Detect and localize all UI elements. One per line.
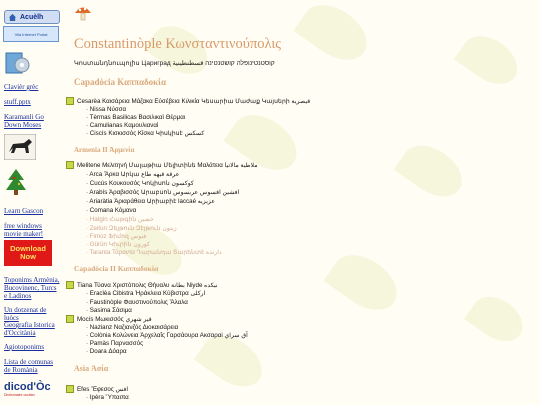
bullet-icon bbox=[66, 97, 74, 105]
entry-label: Cesarèa Καισάρεια Μάζακα Εὐσέβεια Κιλικία Կեսարիա Մաժաք Կայսերի قيصرية bbox=[77, 97, 311, 105]
sidebar-link-geografia[interactable]: Geografia Istorica d'Occitània bbox=[4, 321, 55, 337]
sidebar-link-lista-comunas[interactable]: Lista de comunas de Romània bbox=[4, 358, 53, 374]
list-item[interactable] bbox=[66, 385, 128, 393]
internet-portal-label: Vila Internet Portal bbox=[14, 31, 48, 37]
sidebar-link-stuff[interactable]: stuff.pptx bbox=[4, 98, 31, 106]
sub-item: · Nissa Νύσσα bbox=[86, 106, 127, 113]
sub-item: · Pamàs Παρνασσός bbox=[86, 340, 144, 347]
section-title: Asia Ἀσία bbox=[74, 364, 109, 373]
section-title: Capadòcia Καππαδοκία bbox=[74, 77, 166, 87]
entry-label: Melitene Μελιτηνή Մալաթիա Մելիտինե Μαλάτεια ملاطية مالاتيا bbox=[77, 161, 258, 169]
sub-item: · Camulianas Καμουλιαναί bbox=[86, 122, 159, 129]
sub-item: · Fimoz Ֆիմոզ فنوس bbox=[86, 233, 147, 240]
sub-item: · Ipèra Ὕπαιπα bbox=[86, 394, 129, 401]
sub-item: · Comana Κόμανα bbox=[86, 207, 137, 214]
home-button[interactable] bbox=[4, 10, 60, 24]
dicod-logo-subtitle: Dictionnaire occitan bbox=[4, 393, 35, 397]
list-item[interactable] bbox=[66, 97, 310, 105]
section-title: Armenia II Ἀρμενία bbox=[74, 146, 135, 154]
sidebar-link-toponims[interactable]: Toponims Armènia, Bucovinenc, Turcs e Ladinos bbox=[4, 276, 60, 300]
keyboard-cd-icon[interactable] bbox=[4, 50, 30, 76]
download-now-label: Download Now bbox=[10, 244, 46, 261]
home-label: Acuèlh bbox=[20, 13, 44, 21]
sub-item: · Ariaràtia Ἀριαράθεια Արիաբիէ laссаé عزيزيه bbox=[86, 198, 216, 205]
entry-label: Mocís Μωκισσός قير شهري bbox=[77, 315, 152, 323]
page-subtitle: Կոստանդնուպոլիս Цариград קוסטנטינופלה קושטנטינה قسطنطينية bbox=[74, 60, 275, 67]
sidebar-link-movie-maker[interactable]: free windows movie maker! bbox=[4, 222, 44, 238]
main-content bbox=[64, 0, 534, 405]
download-now-button[interactable] bbox=[4, 240, 52, 266]
sub-item: · Tèrmas Basilicas Βασιλικαὶ Θέρμαι bbox=[86, 114, 186, 121]
sidebar-link-clavier[interactable]: Clavièr grèc bbox=[4, 83, 39, 91]
bullet-icon bbox=[66, 281, 74, 289]
sub-item: · Ciscís Κισκισσός Κίσκα Կիսկիսէ كسكس bbox=[86, 130, 205, 137]
list-item[interactable] bbox=[66, 281, 218, 289]
sub-item: · Faustinòple Φαυστινούπολις Ἄλαλα bbox=[86, 299, 188, 306]
sub-item: · Cucús Κουκουσός Կոկիսոն كوكسون bbox=[86, 180, 194, 187]
list-item[interactable] bbox=[66, 315, 152, 323]
sub-item: · Doara Δόαρα bbox=[86, 348, 127, 355]
section-title: Capadòcia II Καππαδοκία bbox=[74, 264, 159, 273]
sidebar-link-agiotoponims[interactable]: Agiotoponims bbox=[4, 343, 45, 351]
sub-item: · Colònia Κολώνεια Ἀρχελαΐς Γαρσάουρα Ακσαραi آق سراي bbox=[86, 332, 248, 339]
sidebar-link-gascon[interactable]: Learn Gascon bbox=[4, 207, 44, 215]
bullet-icon bbox=[66, 161, 74, 169]
sub-item: · Arca Ἄρκα Արկա عرقة قيهه طاع bbox=[86, 171, 180, 178]
christmas-tree-icon[interactable] bbox=[5, 168, 27, 198]
sub-item: · Taranta Τάραντα Դարանդա Տարենտէ دارندة bbox=[86, 249, 222, 256]
dicod-logo[interactable] bbox=[4, 381, 60, 397]
internet-portal-button[interactable] bbox=[3, 26, 59, 42]
sub-item: · Hatgin Հաթգին خضين bbox=[86, 216, 154, 223]
sub-item: · Zeitun Զեյթուն Զէյթուն زيتون bbox=[86, 225, 177, 232]
bullet-icon bbox=[66, 385, 74, 393]
page-title: Constantinòple Κωνσταντινούπολις bbox=[74, 36, 282, 52]
sidebar-link-karamanli[interactable]: Karamanli Go Down Moses bbox=[4, 113, 44, 129]
sub-item: · Sasima Σάσιμα bbox=[86, 307, 132, 314]
sidebar bbox=[0, 0, 62, 405]
entry-label: Efes Ἔφεσος افس bbox=[77, 385, 129, 393]
sub-item: · Eraclèa Cibistra Ἡράκλεια Κύβιστρα اركلى bbox=[86, 290, 206, 297]
sub-item: · Gürün Կիւրին كورون bbox=[86, 241, 150, 248]
bullet-icon bbox=[66, 315, 74, 323]
entry-label: Tiana Τύανα Χριστόπολις Θήυαλυ بطانة Niyde نيكده bbox=[77, 281, 218, 289]
sidebar-link-dotzenat[interactable]: Un dotzenat de luòcs bbox=[4, 306, 47, 322]
home-icon bbox=[8, 13, 17, 21]
list-item[interactable] bbox=[66, 161, 258, 169]
dicod-logo-text: dicod'Òc bbox=[4, 381, 51, 393]
sub-item: · Arabís Ἀραβισσός Արաբսոն افشين افسوس عربسوس bbox=[86, 189, 240, 196]
sub-item: · Nazianz Ναζιανζός Διοκαισάρεια bbox=[86, 324, 179, 331]
horse-icon[interactable] bbox=[4, 134, 36, 160]
